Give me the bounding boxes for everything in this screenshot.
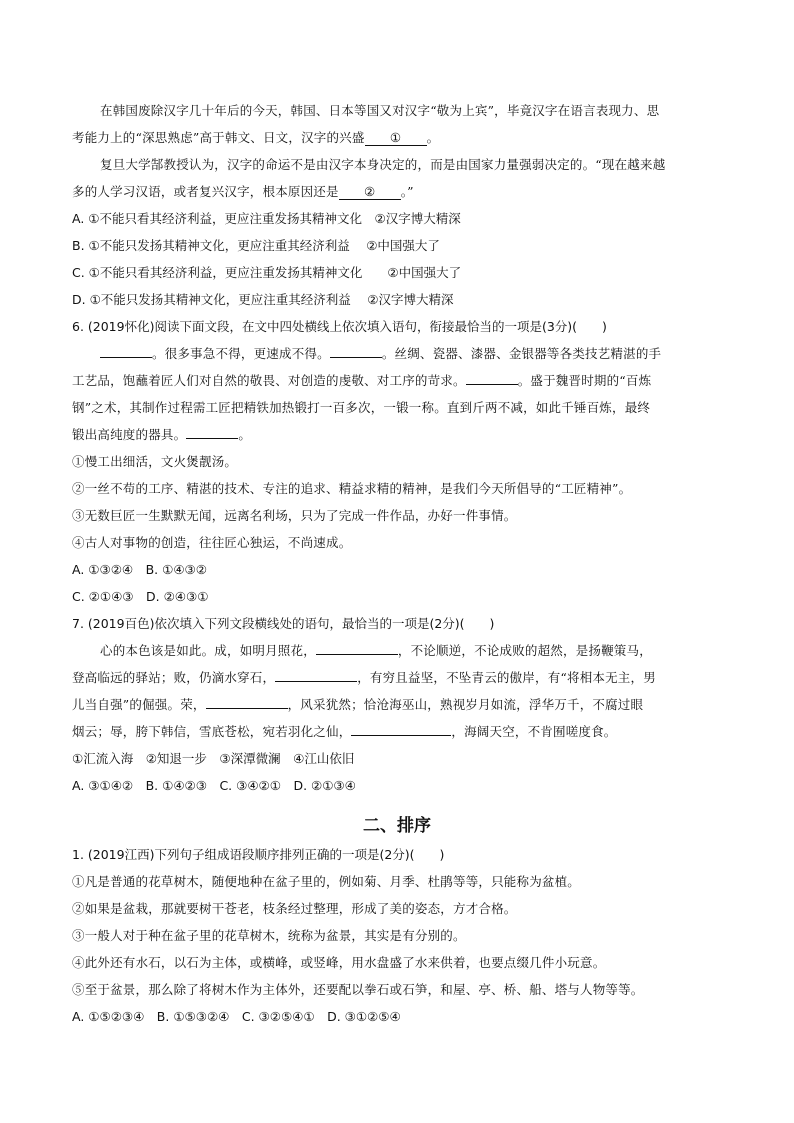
blank-2: ② <box>339 185 401 200</box>
option-d: D. ①不能只发扬其精神文化，更应注重其经济利益 ②汉字博大精深 <box>72 292 454 307</box>
passage-line <box>72 426 734 444</box>
passage-line <box>100 156 734 174</box>
passage-line <box>100 102 734 120</box>
blank <box>466 372 518 385</box>
text: 儿当自强”的倔强。荣， <box>72 697 206 712</box>
blank <box>275 669 357 682</box>
option-3: ③无数巨匠一生默默无闻，远离名利场，只为了完成一件作品，办好一件事情。 <box>72 508 517 523</box>
option-2: ②一丝不苟的工序、精湛的技术、专注的追求、精益求精的精神，是我们今天所倡导的“工匠精神”。 <box>72 481 632 496</box>
answer-options: C. ②①④③ D. ②④③① <box>72 589 209 604</box>
blank <box>186 426 238 439</box>
answer-options: A. ①⑤②③④ B. ①⑤③②④ C. ③②⑤④① D. ③①②⑤④ <box>72 1009 401 1024</box>
passage-line <box>100 345 734 363</box>
text: 在韩国废除汉字几十年后的今天，韩国、日本等国又对汉字“敬为上宾”，毕竟汉字在语言表现力、思 <box>100 103 660 118</box>
text: 登高临远的驿站；败，仍滴水穿石， <box>72 670 276 685</box>
text: 。 <box>426 130 440 145</box>
blank-1: ① <box>365 131 427 146</box>
text: 锻出高纯度的器具。 <box>72 427 187 442</box>
sentence-2: ②如果是盆栽，那就要树干苍老，枝条经过整理，形成了美的姿态，方才合格。 <box>72 901 517 916</box>
sentence-4: ④此外还有水石，以石为主体，或横峰，或竖峰，用水盘盛了水来供着，也要点缀几件小玩意。 <box>72 955 606 970</box>
passage-line <box>72 669 734 687</box>
sentence-1: ①凡是普通的花草树木，随便地种在盆子里的，例如菊、月季、杜鹃等等，只能称为盆植。 <box>72 874 581 889</box>
text: 。盛于魏晋时期的“百炼 <box>517 373 652 388</box>
question-6-stem: 6. (2019怀化)阅读下面文段，在文中四处横线上依次填入语句，衔接最恰当的一项是(3分)( ) <box>72 319 607 334</box>
section-heading: 二、排序 <box>363 816 431 836</box>
answer-options: A. ③①④② B. ①④②③ C. ③④②① D. ②①③④ <box>72 778 356 793</box>
blank <box>206 696 288 709</box>
blank <box>351 723 451 736</box>
passage-line <box>72 372 734 390</box>
text: 。很多事急不得，更速成不得。 <box>152 346 330 361</box>
text: 。” <box>400 184 414 199</box>
passage-line <box>100 642 734 660</box>
text: 考能力上的“深思熟虑”高于韩文、日文，汉字的兴盛 <box>72 130 365 145</box>
option-c: C. ①不能只看其经济利益，更应注重发扬其精神文化 ②中国强大了 <box>72 265 462 280</box>
text: ，海阔天空，不肯囿嗟度食。 <box>451 724 617 739</box>
passage-line <box>72 129 734 147</box>
text: 心的本色该是如此。成，如明月照花， <box>100 643 316 658</box>
passage-line <box>72 183 734 201</box>
text: 烟云；辱，胯下韩信，雪底苍松，宛若羽化之仙， <box>72 724 352 739</box>
option-a: A. ①不能只看其经济利益，更应注重发扬其精神文化 ②汉字博大精深 <box>72 211 461 226</box>
text: 工艺品，饱蘸着匠人们对自然的敬畏、对创造的虔敬、对工序的苛求。 <box>72 373 466 388</box>
option-4: ④古人对事物的创造，往往匠心独运，不尚速成。 <box>72 535 352 550</box>
text: ，风采犹然；恰沧海巫山，熟视岁月如流，浮华万千，不腐过眼 <box>287 697 644 712</box>
text: 多的人学习汉语，或者复兴汉字，根本原因还是 <box>72 184 339 199</box>
passage-line <box>72 723 734 741</box>
text: 。 <box>238 427 252 442</box>
blank <box>100 345 152 358</box>
options-line: ①汇流入海 ②知退一步 ③深潭微澜 ④江山依旧 <box>72 751 355 766</box>
option-1: ①慢工出细活，文火煲靓汤。 <box>72 454 238 469</box>
blank <box>330 345 382 358</box>
text: ，有穷且益坚，不坠青云的傲岸，有“将相本无主，男 <box>357 670 656 685</box>
passage-line: 钢”之术，其制作过程需工匠把精铁加热锻打一百多次，一锻一称。直到斤两不减，如此千锤百炼，最终 <box>72 400 651 415</box>
answer-options: A. ①③②④ B. ①④③② <box>72 562 207 577</box>
option-b: B. ①不能只发扬其精神文化，更应注重其经济利益 ②中国强大了 <box>72 238 440 253</box>
passage-line <box>72 696 734 714</box>
question-7-stem: 7. (2019百色)依次填入下列文段横线处的语句，最恰当的一项是(2分)( ) <box>72 616 495 631</box>
sentence-5: ⑤至于盆景，那么除了将树木作为主体外，还要配以拳石或石笋，和屋、亭、桥、船、塔与人物等等。 <box>72 982 644 997</box>
text: ，不论顺逆，不论成败的超然，是扬鞭策马， <box>397 643 652 658</box>
text: 。丝绸、瓷器、漆器、金银器等各类技艺精湛的手 <box>381 346 662 361</box>
sort-question-1-stem: 1. (2019江西)下列句子组成语段顺序排列正确的一项是(2分)( ) <box>72 847 445 862</box>
blank <box>316 642 398 655</box>
text: 复旦大学郜教授认为，汉字的命运不是由汉字本身决定的，而是由国家力量强弱决定的。“现在越来越 <box>100 157 666 172</box>
sentence-3: ③一般人对于种在盆子里的花草树木，统称为盆景，其实是有分别的。 <box>72 928 466 943</box>
